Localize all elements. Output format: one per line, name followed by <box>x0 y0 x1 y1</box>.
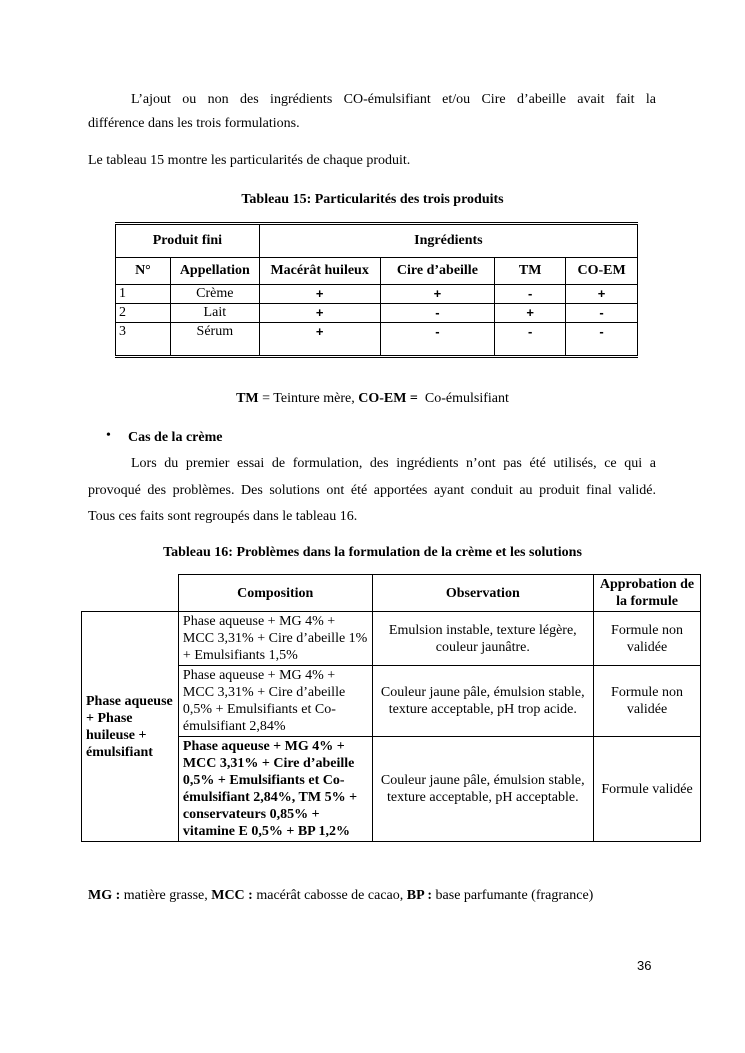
legend-bp-abbr: BP : <box>406 888 433 903</box>
legend-tm-abbr: TM <box>236 391 259 406</box>
table-cell: - <box>566 323 638 357</box>
table-cell: 1 <box>116 285 171 304</box>
table-cell: Sérum <box>170 323 259 357</box>
table-15 <box>115 222 638 358</box>
legend-bp-text: base parfumante (fragrance) <box>432 888 594 903</box>
legend-coem-text: Co-émulsifiant <box>417 391 509 406</box>
intro-line-3: Le tableau 15 montre les particularités de chaque produit. <box>88 153 411 168</box>
table-cell: + <box>495 304 566 323</box>
legend-mcc-text: macérât cabosse de cacao, <box>252 888 407 903</box>
section-title: Cas de la crème <box>128 430 223 445</box>
table-16 <box>81 574 701 842</box>
approbation-cell: Formule non validée <box>594 612 701 666</box>
column-header: Cire d’abeille <box>380 258 495 285</box>
table-cell: - <box>566 304 638 323</box>
composition-cell: Phase aqueuse + MG 4% + MCC 3,31% + Cire d’abeille 0,5% + Emulsifiants et Co-émulsifiant 2,84% <box>178 666 372 737</box>
legend-mcc-abbr: MCC : <box>211 888 253 903</box>
column-header: Approbation de la formule <box>594 575 701 612</box>
group-header-ingredients: Ingrédients <box>259 224 637 258</box>
group-header-produit: Produit fini <box>116 224 260 258</box>
phase-label: Phase aqueuse + Phase huileuse + émulsifiant <box>82 612 179 842</box>
intro-line-2: différence dans les trois formulations. <box>88 116 300 131</box>
table-row <box>116 323 638 357</box>
legend-mg-abbr: MG : <box>88 888 121 903</box>
table-row <box>116 285 638 304</box>
table16-caption: Tableau 16: Problèmes dans la formulation de la crème et les solutions <box>163 545 582 560</box>
table-cell: + <box>259 323 380 357</box>
column-header: Observation <box>372 575 594 612</box>
table-cell: - <box>380 323 495 357</box>
page-number: 36 <box>637 958 652 973</box>
observation-cell: Couleur jaune pâle, émulsion stable, texture acceptable, pH trop acide. <box>372 666 594 737</box>
table-cell: - <box>495 285 566 304</box>
table-row <box>116 304 638 323</box>
column-header: Macérât huileux <box>259 258 380 285</box>
table-cell: + <box>259 304 380 323</box>
table-cell: - <box>495 323 566 357</box>
column-header: Appellation <box>170 258 259 285</box>
composition-cell: Phase aqueuse + MG 4% + MCC 3,31% + Cire d’abeille 0,5% + Emulsifiants et Co-émulsifiant 2,84%, TM 5% + conservateurs 0,85% + vitamine E 0,5% + BP 1,2% <box>178 737 372 842</box>
observation-cell: Emulsion instable, texture légère, couleur jaunâtre. <box>372 612 594 666</box>
empty-header-cell <box>82 575 179 612</box>
legend-mg-text: matière grasse, <box>120 888 212 903</box>
table-cell: + <box>566 285 638 304</box>
bullet-icon: • <box>106 428 111 443</box>
table-row <box>82 612 701 666</box>
column-header: N° <box>116 258 171 285</box>
table-cell: 3 <box>116 323 171 357</box>
table16-legend <box>88 882 688 910</box>
section-line-3: Tous ces faits sont regroupés dans le tableau 16. <box>88 509 358 524</box>
table-cell: - <box>380 304 495 323</box>
table-cell: 2 <box>116 304 171 323</box>
table-cell: + <box>380 285 495 304</box>
column-header: Composition <box>178 575 372 612</box>
table15-caption: Tableau 15: Particularités des trois produits <box>241 192 504 207</box>
table-cell: Lait <box>170 304 259 323</box>
intro-line-1: L’ajout ou non des ingrédients CO-émulsifiant et/ou Cire d’abeille avait fait la <box>131 92 656 107</box>
section-line-1: Lors du premier essai de formulation, des ingrédients n’ont pas été utilisés, ce qui a <box>131 456 656 471</box>
legend-coem-abbr: CO-EM = <box>358 391 418 406</box>
table-cell: + <box>259 285 380 304</box>
column-header: TM <box>495 258 566 285</box>
approbation-cell: Formule non validée <box>594 666 701 737</box>
table-cell: Crème <box>170 285 259 304</box>
section-line-2: provoqué des problèmes. Des solutions ont été apportées ayant conduit au produit final validé. <box>88 483 656 498</box>
column-header: CO-EM <box>566 258 638 285</box>
observation-cell: Couleur jaune pâle, émulsion stable, texture acceptable, pH acceptable. <box>372 737 594 842</box>
table15-legend <box>0 391 745 407</box>
approbation-cell: Formule validée <box>594 737 701 842</box>
composition-cell: Phase aqueuse + MG 4% + MCC 3,31% + Cire d’abeille 1% + Emulsifiants 1,5% <box>178 612 372 666</box>
legend-tm-text: = Teinture mère, <box>258 391 359 406</box>
